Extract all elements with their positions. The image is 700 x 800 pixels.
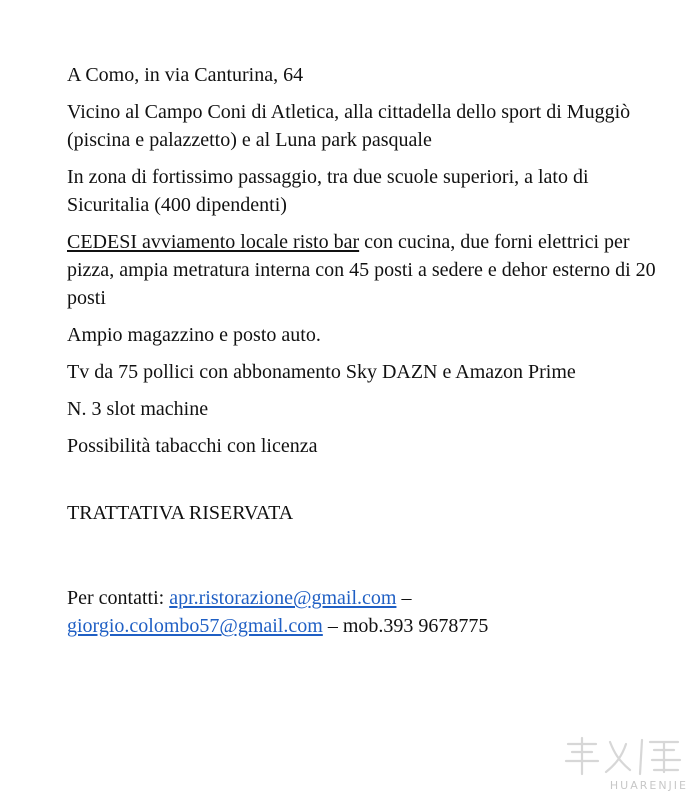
email-link-primary[interactable]: apr.ristorazione@gmail.com [169, 587, 397, 609]
reserved-negotiation-notice: TRATTATIVA RISERVATA [67, 502, 294, 524]
contact-separator: – [396, 587, 412, 609]
spacer [67, 536, 667, 584]
huarenjie-logo-icon [558, 734, 690, 778]
offer-details: con cucina, due forni elettrici per pizza, ampia metratura interna con 45 posti a sedere e dehor esterno di 20 posti [67, 231, 656, 309]
offer-headline: CEDESI avviamento locale risto bar [67, 231, 360, 253]
address-line: A Como, in via Canturina, 64 [67, 64, 304, 86]
spacer [67, 469, 667, 499]
mobile-number: – mob.393 9678775 [322, 615, 489, 637]
document-body [67, 61, 667, 649]
slot-machine-line: N. 3 slot machine [67, 398, 209, 420]
location-description: Vicino al Campo Coni di Atletica, alla cittadella dello sport di Muggiò (piscina e palazzetto) e al Luna park pasquale [67, 101, 631, 151]
email-link-secondary[interactable]: giorgio.colombo57@gmail.com [67, 615, 323, 637]
offer-paragraph [67, 228, 667, 312]
contact-paragraph [67, 584, 667, 640]
tv-line: Tv da 75 pollici con abbonamento Sky DAZN e Amazon Prime [67, 361, 576, 383]
traffic-description: In zona di fortissimo passaggio, tra due scuole superiori, a lato di Sicuritalia (400 dipendenti) [67, 166, 589, 216]
tobacco-line: Possibilità tabacchi con licenza [67, 435, 318, 457]
storage-line: Ampio magazzino e posto auto. [67, 324, 321, 346]
watermark-text: HUARENJIE [609, 779, 688, 792]
contact-label: Per contatti: [67, 587, 170, 609]
watermark [558, 734, 690, 792]
